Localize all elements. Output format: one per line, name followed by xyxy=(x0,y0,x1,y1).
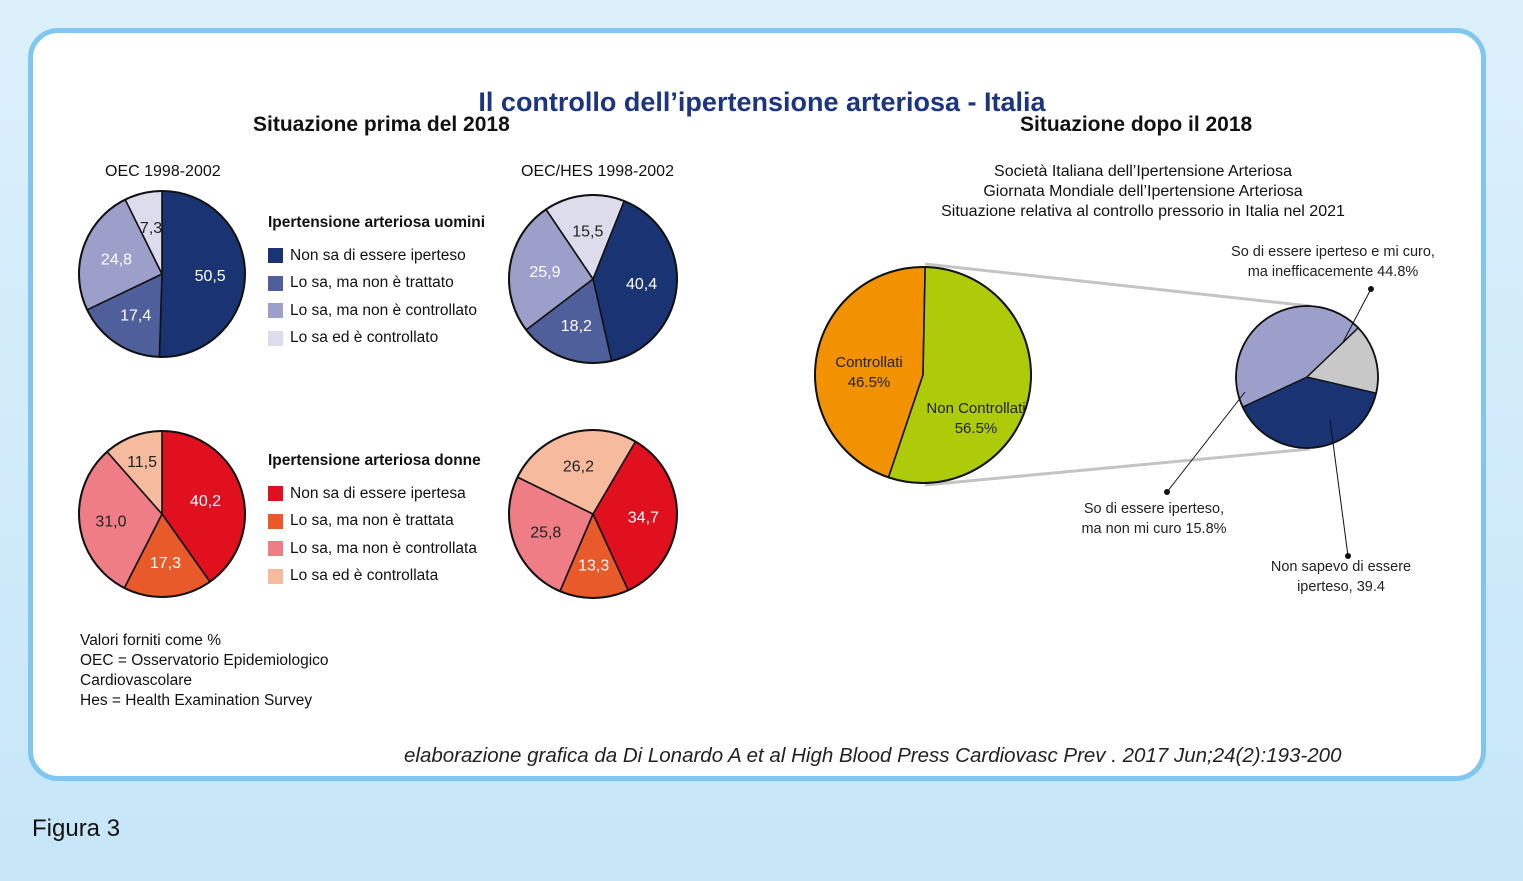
notes xyxy=(80,631,329,711)
legend-label: Non sa di essere iperteso xyxy=(290,246,466,264)
legend-label: Lo sa ed è controllata xyxy=(290,567,439,585)
slice-label: 11,5 xyxy=(127,454,158,472)
callout-line xyxy=(1167,392,1245,492)
legend-label: Lo sa, ma non è controllata xyxy=(290,539,477,557)
pie-1-title: OEC 1998-2002 xyxy=(105,163,221,180)
legend-label: Lo sa, ma non è controllato xyxy=(290,301,477,319)
figure-label: Figura 3 xyxy=(32,815,121,842)
note-line: Hes = Health Examination Survey xyxy=(80,692,313,709)
note-line: Cardiovascolare xyxy=(80,672,192,689)
page-title: Il controllo dell’ipertensione arteriosa - Italia xyxy=(478,87,1046,117)
slice-label: 7,3 xyxy=(139,220,163,238)
slice-label: 40,2 xyxy=(189,493,222,511)
legend-title: Ipertensione arteriosa donne xyxy=(268,452,481,469)
pie-2-title: OEC/HES 1998-2002 xyxy=(521,163,674,180)
callout-label: So di essere iperteso, ma non mi curo 15.8% xyxy=(1081,501,1227,537)
note-line: OEC = Osservatorio Epidemiologico xyxy=(80,652,329,669)
slice-label: Controllati 46.5% xyxy=(835,354,903,391)
pie-chart-6 xyxy=(1236,306,1378,448)
callout-label: So di essere iperteso e mi curo, ma inefficacemente 44.8% xyxy=(1231,244,1435,280)
slice-label: 25,8 xyxy=(530,524,562,542)
slice-label: 24,8 xyxy=(100,251,133,269)
slice-label: 25,9 xyxy=(529,264,561,282)
slice-label: 17,4 xyxy=(120,307,152,325)
slice-label: 26,2 xyxy=(562,458,595,476)
slice-label: 18,2 xyxy=(560,317,592,335)
subtitle-line: Società Italiana dell’Ipertensione Arteriosa xyxy=(994,163,1292,180)
slice-label: 40,4 xyxy=(626,275,658,293)
source-credit: elaborazione grafica da Di Lonardo A et al High Blood Press Cardiovasc Prev . 2017 Jun;24(2):193-200 xyxy=(404,744,1342,767)
slice-label: 31,0 xyxy=(95,513,127,531)
right-heading: Situazione dopo il 2018 xyxy=(1020,113,1253,136)
slice-label: 13,3 xyxy=(578,557,610,575)
callout-label: Non sapevo di essere iperteso, 39.4 xyxy=(1270,559,1412,595)
callout-dot xyxy=(1164,489,1170,495)
legend-label: Lo sa ed è controllato xyxy=(290,329,439,347)
slice-label: 50,5 xyxy=(194,267,226,285)
legend-label: Lo sa, ma non è trattato xyxy=(290,274,454,292)
slice-label: 34,7 xyxy=(627,509,659,527)
slice-label: Non Controllati 56.5% xyxy=(926,400,1026,437)
note-line: Valori forniti come % xyxy=(80,632,221,649)
subtitle-line: Giornata Mondiale dell’Ipertensione Arteriosa xyxy=(983,183,1303,200)
legend-title: Ipertensione arteriosa uomini xyxy=(268,214,486,231)
legend-label: Lo sa, ma non è trattata xyxy=(290,512,454,530)
callout-dot xyxy=(1368,286,1374,292)
subtitle-line: Situazione relativa al controllo pressorio in Italia nel 2021 xyxy=(941,203,1345,220)
slice-label: 15,5 xyxy=(572,223,604,241)
slice-label: 17,3 xyxy=(149,555,182,573)
left-heading: Situazione prima del 2018 xyxy=(253,113,510,136)
legend-label: Non sa di essere ipertesa xyxy=(290,484,466,502)
